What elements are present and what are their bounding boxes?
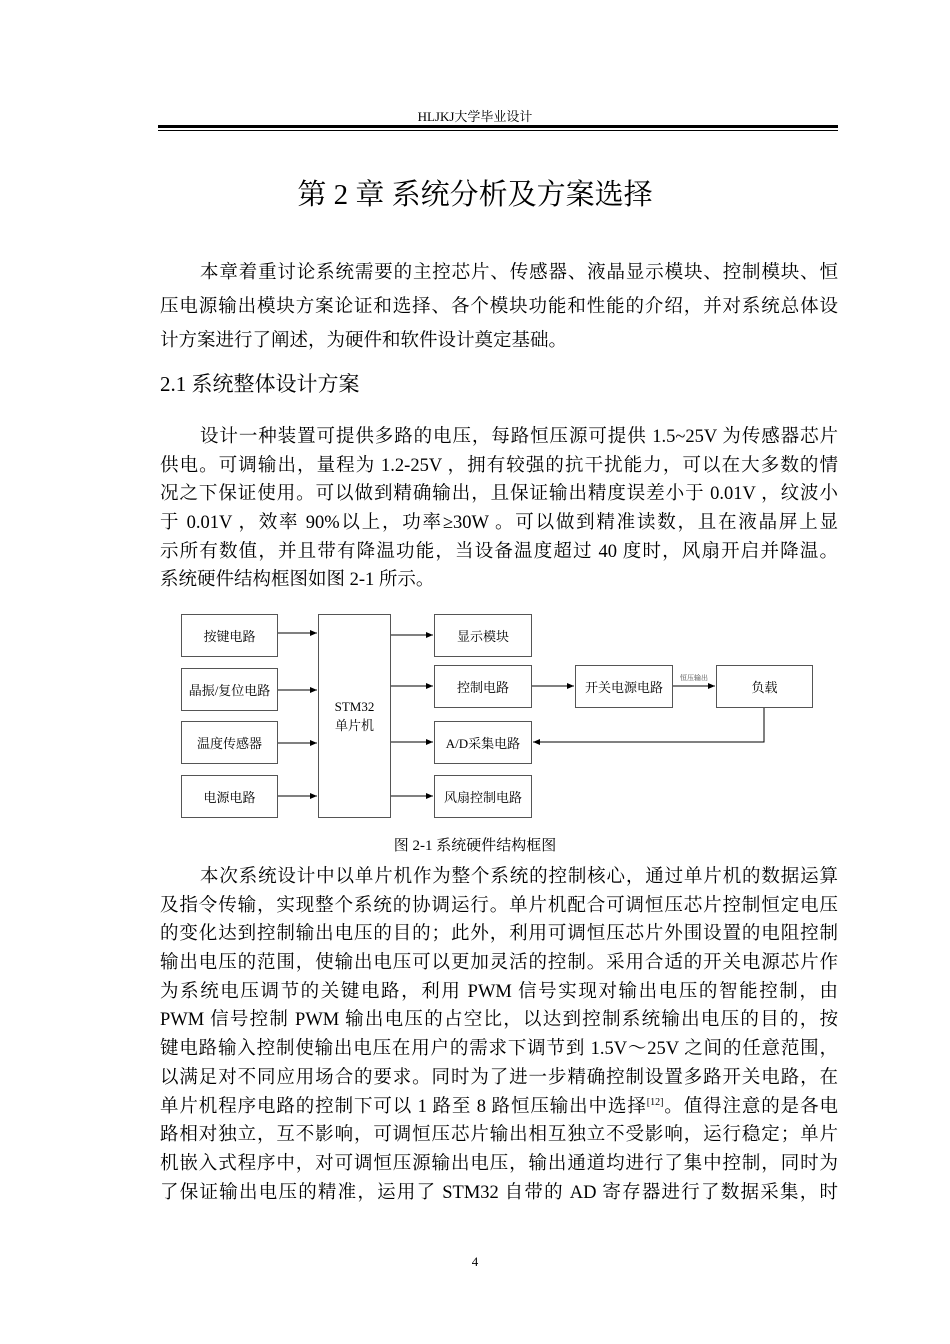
text-line <box>160 1093 838 1122</box>
text-line: 了保证输出电压的精准，运用了 STM32 自带的 AD 寄存器进行了数据采集，时 <box>160 1182 838 1203</box>
block-fan-control: 风扇控制电路 <box>434 775 532 818</box>
block-switching-supply: 开关电源电路 <box>575 665 673 708</box>
text-line: 及指令传输，实现整个系统的协调运行。单片机配合可调恒压芯片控制恒定电压 <box>160 895 838 916</box>
block-keys: 按键电路 <box>181 614 278 657</box>
block-oscillator-reset: 晶振/复位电路 <box>181 668 278 711</box>
text-line: 为系统电压调节的关键电路，利用 PWM 信号实现对输出电压的智能控制，由 <box>160 981 838 1002</box>
text-line: 于 0.01V ，效率 90%以上，功率≥30W 。可以做到精准读数，且在液晶屏上显 <box>160 513 838 534</box>
text-line: 本章着重讨论系统需要的主控芯片、传感器、液晶显示模块、控制模块、恒 <box>200 263 838 283</box>
text-line: 供电。可调输出，量程为 1.2-25V ，拥有较强的抗干扰能力，可以在大多数的情 <box>160 455 838 476</box>
block-mcu <box>318 614 391 818</box>
text-segment: 。值得注意的是各电 <box>663 1096 838 1117</box>
text-line: 系统硬件结构框图如图 2-1 所示。 <box>160 570 435 591</box>
text-line: 本次系统设计中以单片机作为整个系统的控制核心，通过单片机的数据运算 <box>200 867 838 887</box>
chapter-title: 第 2 章 系统分析及方案选择 <box>297 179 653 211</box>
text-line: 设计一种装置可提供多路的电压，每路恒压源可提供 1.5~25V 为传感器芯片 <box>200 427 838 447</box>
arrow-load-to-adc <box>533 707 764 742</box>
edge-label: 恒压输出 <box>680 674 708 682</box>
mcu-label: STM32 <box>334 698 375 714</box>
text-line: 以满足对不同应用场合的要求。同时为了进一步精确控制设置多路开关电路，在 <box>160 1067 838 1088</box>
text-line: 键电路输入控制使输出电压在用户的需求下调节到 1.5V～25V 之间的任意范围， <box>160 1039 838 1060</box>
running-header: HLJKJ大学毕业设计 <box>417 109 533 124</box>
text-line: 路相对独立，互不影响，可调恒压芯片输出相互独立不受影响，运行稳定；单片 <box>160 1125 838 1146</box>
text-line: 输出电压的范围，使输出电压可以更加灵活的控制。采用合适的开关电源芯片作 <box>160 953 838 974</box>
system-paragraph <box>160 863 838 1207</box>
figure-caption: 图 2-1 系统硬件结构框图 <box>393 838 557 854</box>
text-segment: 单片机程序电路的控制下可以 1 路至 8 路恒压输出中选择 <box>160 1096 647 1117</box>
block-power: 电源电路 <box>181 775 278 818</box>
text-line: 机嵌入式程序中，对可调恒压源输出电压，输出通道均进行了集中控制，同时为 <box>160 1153 838 1174</box>
block-display: 显示模块 <box>434 614 532 657</box>
block-adc: A/D采集电路 <box>434 721 532 764</box>
text-line: 计方案进行了阐述，为硬件和软件设计奠定基础。 <box>160 331 568 351</box>
page-number: 4 <box>471 1254 479 1269</box>
block-temp-sensor: 温度传感器 <box>181 721 278 764</box>
text-line: 况之下保证使用。可以做到精确输出，且保证输出精度误差小于 0.01V ，纹波小 <box>160 484 838 505</box>
citation[interactable]: [12] <box>646 1096 664 1108</box>
block-load: 负载 <box>716 665 813 708</box>
mcu-sublabel: 单片机 <box>334 717 374 733</box>
text-line: 压电源输出模块方案论证和选择、各个模块功能和性能的介绍，并对系统总体设 <box>160 297 838 317</box>
text-line: 的变化达到控制输出电压的目的；此外，利用可调恒压芯片外围设置的电阻控制 <box>160 924 838 945</box>
block-control: 控制电路 <box>434 665 532 708</box>
section-heading: 2.1 系统整体设计方案 <box>160 372 360 396</box>
text-line: 示所有数值，并且带有降温功能，当设备温度超过 40 度时，风扇开启并降温。 <box>160 541 838 562</box>
text-line: PWM 信号控制 PWM 输出电压的占空比，以达到控制系统输出电压的目的，按 <box>160 1010 838 1031</box>
